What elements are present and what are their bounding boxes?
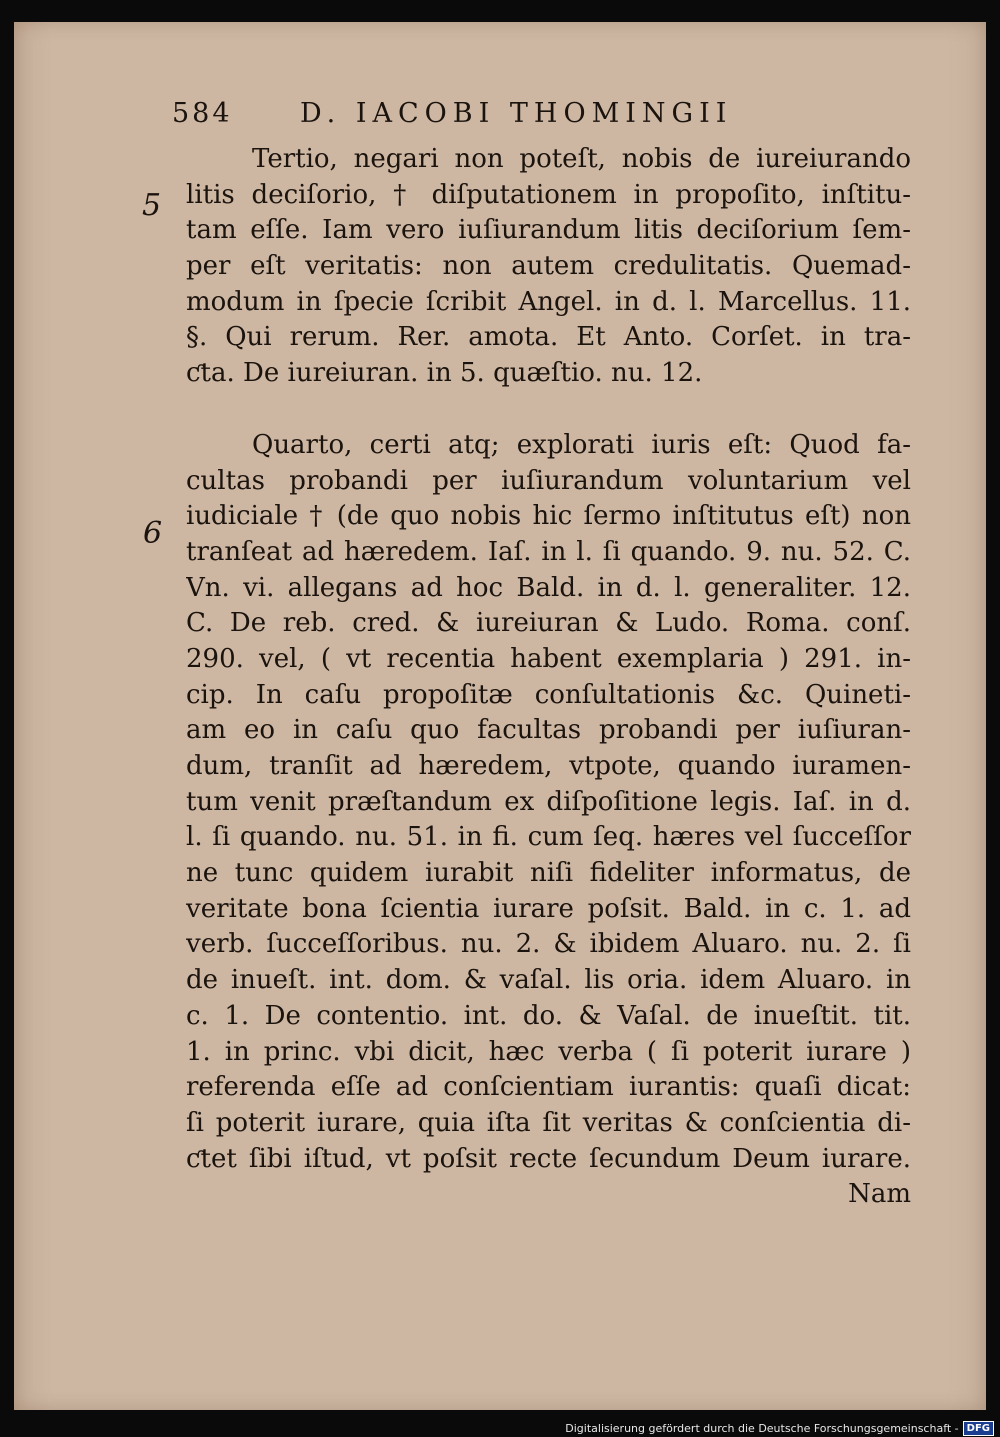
text-line: ne tunc quidem iurabit niſi fideliter informatus, de — [186, 858, 911, 889]
text-line: §. Qui rerum. Rer. amota. Et Anto. Corſet. in tra- — [186, 322, 911, 353]
text-line: per eſt veritatis: non autem credulitatis. Quemad- — [186, 251, 911, 282]
text-line: dum, tranſit ad hæredem, vtpote, quando iuramen- — [186, 751, 911, 781]
text-line: c. 1. De contentio. int. do. & Vaſal. de inueſtit. tit. — [186, 1000, 911, 1031]
text-line: tum venit præſtandum ex diſpoſitione legis. Iaſ. in d. — [186, 786, 911, 817]
text-line: veritate bona ſcientia iurare poſsit. Bald. in c. 1. ad — [186, 893, 911, 924]
margin-note-number: 6 — [143, 516, 163, 551]
paragraph-1 — [186, 142, 911, 392]
text-line: Vn. vi. allegans ad hoc Bald. in d. l. generaliter. 12. — [186, 572, 911, 603]
body-text — [186, 142, 911, 1213]
text-line: tranſeat ad hæredem. Iaſ. in l. ſi quando. 9. nu. 52. C. — [186, 536, 911, 567]
text-line: 290. vel, ( vt recentia habent exemplaria ) 291. in- — [186, 643, 911, 674]
running-head — [172, 98, 852, 138]
text-line: ƈta. De iureiuran. in 5. quæſtio. nu. 12. — [186, 358, 703, 389]
text-line: litis deciſorio, † diſputationem in propoſito, inſtitu- — [186, 179, 911, 210]
dfg-logo-icon: DFG — [963, 1421, 994, 1436]
text-line: l. ſi quando. nu. 51. in fi. cum ſeq. hæres vel ſucceſſor — [186, 822, 911, 853]
paragraph-gap — [186, 392, 911, 428]
text-line: referenda eſſe ad conſcientiam iurantis: quaſi dicat: — [186, 1072, 911, 1103]
text-line: Quarto, certi atq; explorati iuris eſt: Quod fa- — [252, 429, 911, 460]
digitization-credit — [565, 1421, 994, 1435]
catchword: Nam — [848, 1179, 911, 1210]
page-number: 584 — [172, 98, 233, 129]
text-line: tam eſſe. Iam vero iuſiurandum litis deciſorium ſem- — [186, 215, 911, 246]
text-line: iudiciale † (de quo nobis hic ſermo inſtitutus eſt) non — [186, 501, 911, 532]
text-line: C. De reb. cred. & iureiuran & Ludo. Roma. conſ. — [186, 608, 911, 639]
text-line: ƈtet ſibi iſtud, vt poſsit recte ſecundum Deum iurare. — [186, 1143, 911, 1174]
text-line: 1. in princ. vbi dicit, hæc verba ( ſi poterit iurare ) — [186, 1036, 911, 1067]
text-line: cultas probandi per iuſiurandum voluntarium vel — [186, 465, 911, 496]
text-line: verb. ſucceſſoribus. nu. 2. & ibidem Aluaro. nu. 2. ſi — [186, 929, 911, 960]
margin-note-number: 5 — [142, 188, 162, 223]
text-line: Tertio, negari non poteſt, nobis de iureiurando — [252, 144, 911, 174]
text-line: am eo in caſu quo facultas probandi per iuſiuran- — [186, 715, 911, 746]
text-line: ſi poterit iurare, quia iſta ſit veritas & conſcientia di- — [186, 1107, 911, 1138]
running-head-title: D. IACOBI THOMINGII — [300, 98, 733, 129]
text-line: modum in ſpecie ſcribit Angel. in d. l. Marcellus. 11. — [186, 286, 911, 317]
text-line: de inueſt. int. dom. & vaſal. lis oria. idem Aluaro. in — [186, 965, 911, 996]
paragraph-2 — [186, 428, 911, 1177]
credit-text: Digitalisierung gefördert durch die Deutsche Forschungsgemeinschaft - — [565, 1421, 959, 1435]
text-line: cip. In caſu propoſitæ conſultationis &c. Quineti- — [186, 679, 911, 710]
